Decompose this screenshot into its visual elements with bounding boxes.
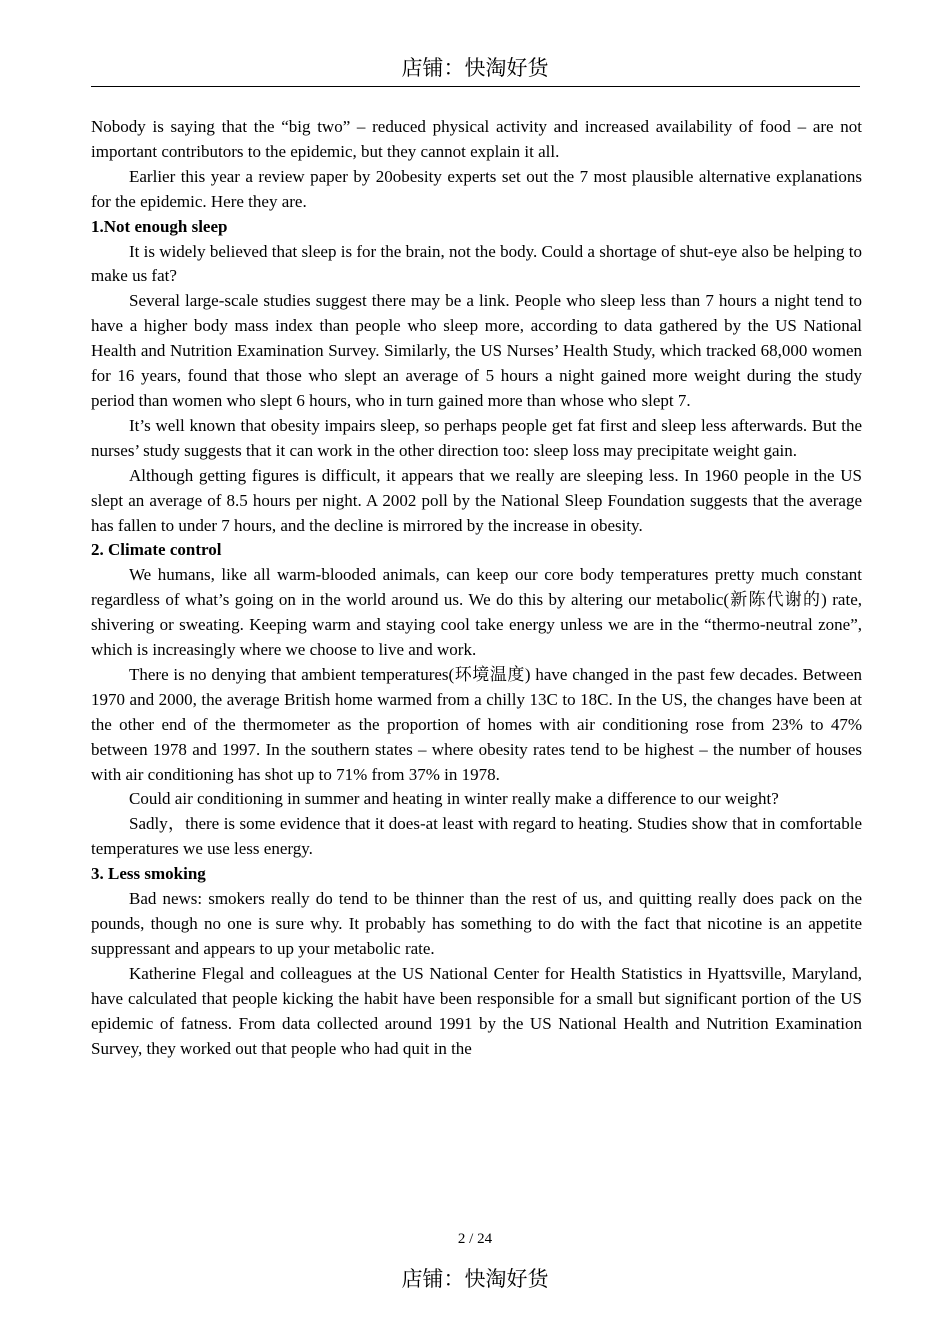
page-header-title: 店铺：快淘好货 [401, 56, 549, 80]
section-heading-climate: 2. Climate control [91, 540, 222, 560]
paragraph: There is no denying that ambient temperatures(环境温度) have changed in the past few decades. Between 1970 and 2000, the average British home warmed from a chilly 13C to 18C. In the US, the changes have been at the other end of the thermometer as the proportion of homes with air conditioning rose from 23% to 47% between 1978 and 1997. In the southern states – where obesity rates tend to be highest – the number of houses with air conditioning has shot up to 71% from 37% in 1978. [91, 664, 862, 784]
section-heading-smoking: 3. Less smoking [91, 864, 206, 884]
paragraph: It’s well known that obesity impairs sleep, so perhaps people get fat first and sleep less afterwards. But the nurses’ study suggests that it can work in the other direction too: sleep loss may precipitate weight gain. [91, 415, 862, 460]
paragraph: It is widely believed that sleep is for the brain, not the body. Could a shortage of shut-eye also be helping to make us fat? [91, 241, 862, 286]
paragraph: Earlier this year a review paper by 20obesity experts set out the 7 most plausible alternative explanations for the epidemic. Here they are. [91, 166, 862, 211]
paragraph: Bad news: smokers really do tend to be thinner than the rest of us, and quitting really does pack on the pounds, though no one is sure why. It probably has something to do with the fact that nicotine is an appetite suppressant and appears to up your metabolic rate. [91, 889, 862, 958]
page-number: 2 / 24 [457, 1231, 493, 1247]
section-heading-sleep: 1.Not enough sleep [91, 216, 228, 236]
paragraph: Although getting figures is difficult, it appears that we really are sleeping less. In 1960 people in the US slept an average of 8.5 hours per night. A 2002 poll by the National Sleep Foundation suggests that the average has fallen to under 7 hours, and the decline is mirrored by the increase in obesity. [91, 465, 862, 535]
header-divider [91, 86, 860, 87]
paragraph: Several large-scale studies suggest there may be a link. People who sleep less than 7 hours a night tend to have a higher body mass index than people who sleep more, according to data gathered by the US National Health and Nutrition Examination Survey. Similarly, the US Nurses’ Health Study, which tracked 68,000 women for 16 years, found that those who slept an average of 5 hours a night gained more weight during the study period than women who slept 6 hours, who in turn gained more than whose who slept 7. [91, 291, 862, 410]
paragraph: Sadly，there is some evidence that it does-at least with regard to heating. Studies show that in comfortable temperatures we use less energy. [91, 814, 862, 859]
paragraph: Katherine Flegal and colleagues at the US National Center for Health Statistics in Hyattsville, Maryland, have calculated that people kicking the habit have been responsible for a small but significant portion of the US epidemic of fatness. From data collected around 1991 by the US National Health and Nutrition Examination Survey, they worked out that people who had quit in the [91, 963, 862, 1058]
page-footer-title: 店铺：快淘好货 [401, 1267, 549, 1291]
paragraph: Nobody is saying that the “big two” – reduced physical activity and increased availability of food – are not important contributors to the epidemic, but they cannot explain it all. [91, 117, 862, 161]
paragraph: We humans, like all warm-blooded animals, can keep our core body temperatures pretty much constant regardless of what’s going on in the world around us. We do this by altering our metabolic(新陈代谢的) rate, shivering or sweating. Keeping warm and staying cool take energy unless we are in the “thermo-neutral zone”, which is increasingly where we choose to live and work. [91, 565, 862, 660]
document-body [91, 115, 862, 1061]
paragraph: Could air conditioning in summer and heating in winter really make a difference to our weight? [129, 789, 779, 809]
